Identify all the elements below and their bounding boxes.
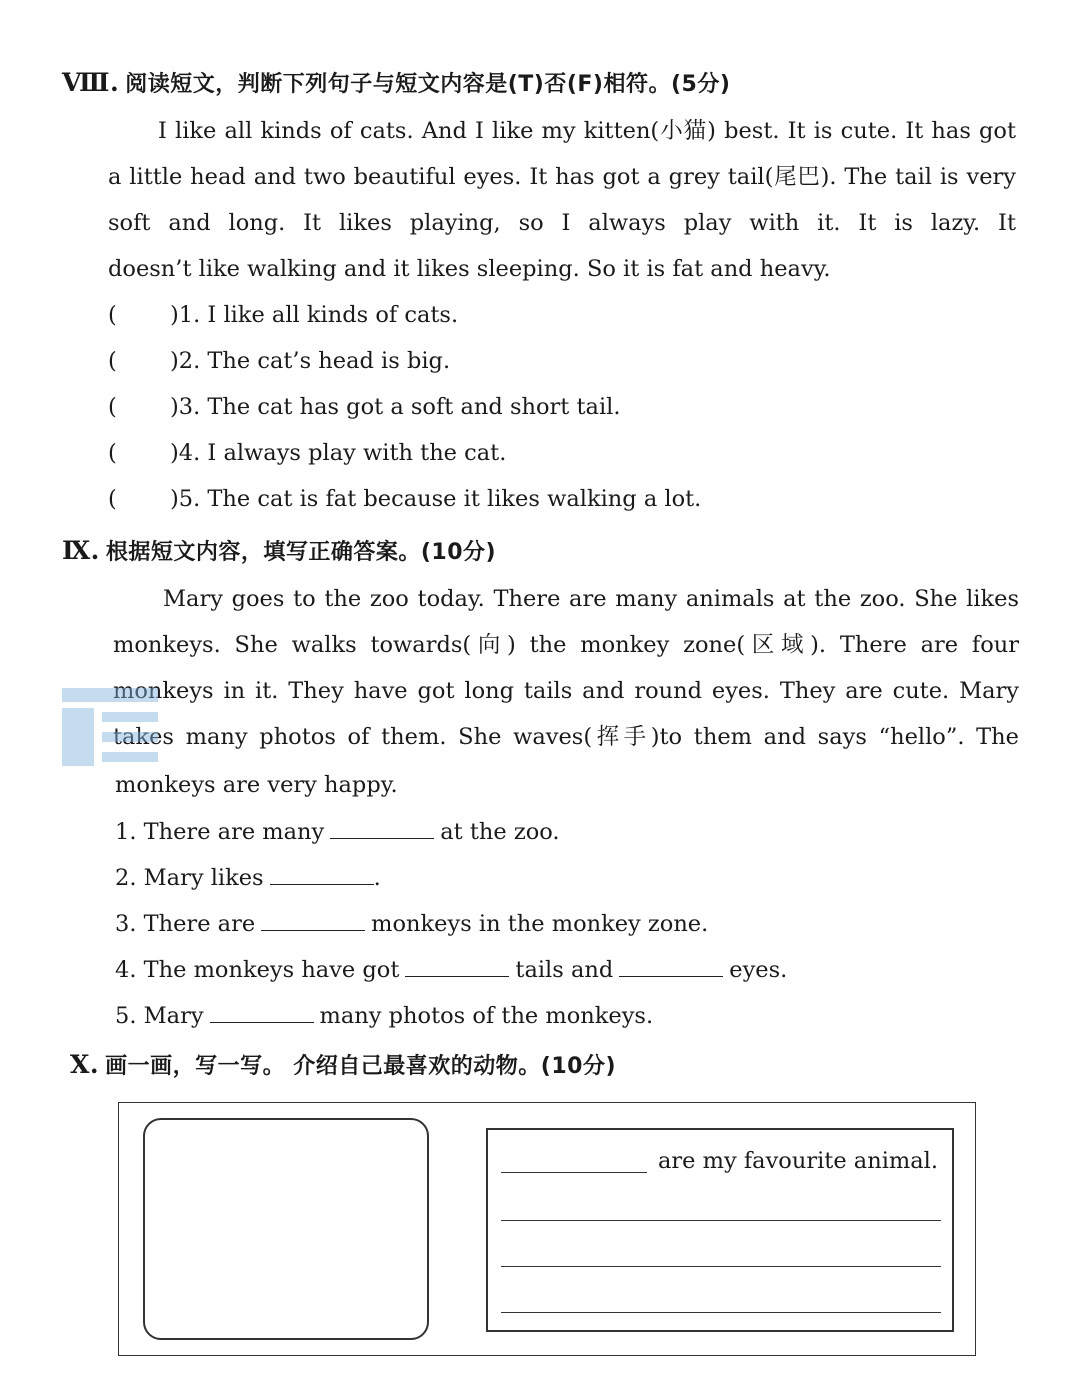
section-9-number: Ⅸ. — [62, 536, 100, 565]
section-8-heading — [62, 68, 730, 100]
writing-line[interactable] — [501, 1312, 941, 1313]
answer-blank[interactable] — [270, 862, 374, 885]
fill-question-text: 4. The monkeys have got — [115, 957, 400, 983]
section-9-passage-last-line: monkeys are very happy. — [115, 772, 398, 798]
tf-question-2 — [108, 346, 450, 376]
writing-line[interactable] — [501, 1220, 941, 1221]
tf-question-5 — [108, 484, 701, 514]
fill-question-text: at the zoo. — [440, 819, 560, 845]
fill-question-text: tails and — [515, 957, 614, 983]
fill-question-text: 3. There are — [115, 911, 256, 937]
section-9-passage — [113, 576, 1019, 760]
fill-question-text: eyes. — [729, 957, 788, 983]
section-9-passage-body: Mary goes to the zoo today. There are many animals at the zoo. She likes monkeys. She walks towards(向) the monkey zone(区域). There are four monkeys in it. They have got long tails and round eyes. They are cute. Mary takes many photos of them. She waves(挥手)to them and says “hello”. The — [113, 586, 1019, 750]
answer-blank[interactable] — [405, 954, 509, 977]
answer-paren[interactable]: ( — [108, 394, 117, 420]
section-8-passage — [108, 108, 1016, 246]
write-prompt: are my favourite animal. — [658, 1148, 938, 1174]
tf-question-4 — [108, 438, 506, 468]
fill-question-text: many photos of the monkeys. — [319, 1003, 654, 1029]
tf-question-1 — [108, 300, 458, 330]
section-10-instruction: 画一画，写一写。 介绍自己最喜欢的动物。(10分) — [105, 1054, 616, 1079]
fill-question-3 — [115, 908, 708, 939]
tf-question-3 — [108, 392, 621, 422]
writing-line[interactable] — [501, 1266, 941, 1267]
tf-question-text: )4. I always play with the cat. — [170, 440, 507, 466]
drawing-area[interactable] — [143, 1118, 429, 1340]
answer-paren[interactable]: ( — [108, 348, 117, 374]
section-9-instruction: 根据短文内容，填写正确答案。(10分) — [105, 540, 497, 565]
tf-question-text: )1. I like all kinds of cats. — [170, 302, 459, 328]
fill-question-1 — [115, 816, 560, 847]
fill-question-text: 5. Mary — [115, 1003, 204, 1029]
section-10-heading — [70, 1050, 616, 1082]
answer-paren[interactable]: ( — [108, 486, 117, 512]
answer-blank[interactable] — [619, 954, 723, 977]
fill-question-text: 1. There are many — [115, 819, 325, 845]
section-10-number: Ⅹ. — [70, 1050, 100, 1079]
fill-question-5 — [115, 1000, 653, 1031]
section-8-passage-body: I like all kinds of cats. And I like my kitten(小猫) best. It is cute. It has got a little head and two beautiful eyes. It has got a grey tail(尾巴). The tail is very soft and long. It likes playing, so I always play with it. It is lazy. It — [108, 118, 1016, 236]
fill-question-text: . — [373, 865, 381, 891]
animal-name-line[interactable] — [501, 1172, 647, 1173]
watermark-logo-icon — [62, 688, 158, 766]
fill-question-text: 2. Mary likes — [115, 865, 264, 891]
fill-question-text: monkeys in the monkey zone. — [371, 911, 709, 937]
answer-paren[interactable]: ( — [108, 440, 117, 466]
fill-question-4 — [115, 954, 787, 985]
fill-question-2 — [115, 862, 381, 893]
tf-question-text: )2. The cat’s head is big. — [170, 348, 451, 374]
answer-blank[interactable] — [261, 908, 365, 931]
section-8-passage-last-line: doesn’t like walking and it likes sleeping. So it is fat and heavy. — [108, 256, 831, 282]
answer-blank[interactable] — [330, 816, 434, 839]
section-9-heading — [62, 536, 496, 568]
tf-question-text: )5. The cat is fat because it likes walking a lot. — [170, 486, 702, 512]
answer-blank[interactable] — [210, 1000, 314, 1023]
tf-question-text: )3. The cat has got a soft and short tail. — [170, 394, 621, 420]
answer-paren[interactable]: ( — [108, 302, 117, 328]
section-8-instruction: 阅读短文，判断下列句子与短文内容是(T)否(F)相符。(5分) — [125, 72, 731, 97]
section-8-number: Ⅷ. — [62, 68, 120, 97]
